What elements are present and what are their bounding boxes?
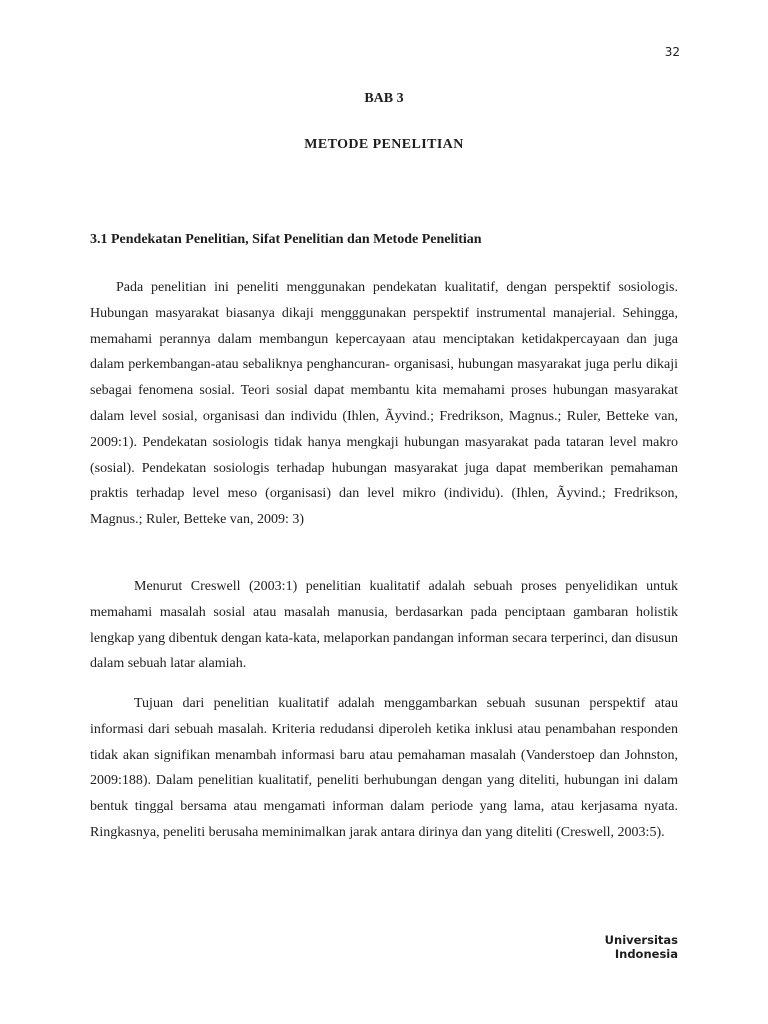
paragraph-2: Menurut Creswell (2003:1) penelitian kualitatif adalah sebuah proses penyelidikan untuk memahami masalah sosial atau masalah manusia, berdasarkan pada penciptaan gambaran holistik lengkap yang dibentuk dengan kata-kata, melaporkan pandangan informan secara terperinci, dan disusun dalam sebuah latar alamiah. [90,579,678,672]
section-heading: 3.1 Pendekatan Penelitian, Sifat Penelitian dan Metode Penelitian [90,232,482,247]
chapter-title: METODE PENELITIAN [304,137,464,152]
footer-institution: Universitas Indonesia [604,933,678,961]
paragraph-1: Pada penelitian ini peneliti menggunakan pendekatan kualitatif, dengan perspektif sosiologis. Hubungan masyarakat biasanya dikaji mengggunakan perspektif instrumental manajerial. Sehingga, memahami perannya dalam membangun kepercayaan atau menciptakan ketidakpercayaan dan juga dalam perkembangan-atau sebaliknya penghancuran- organisasi, hubungan masyarakat juga perlu dikaji sebagai fenomena sosial. Teori sosial dapat membantu kita memahami proses hubungan masyarakat dalam level sosial, organisasi dan individu (Ihlen, Ãyvind.; Fredrikson, Magnus.; Ruler, Betteke van, 2009:1). Pendekatan sosiologis tidak hanya mengkaji hubungan masyarakat pada tataran level makro (sosial). Pendekatan sosiologis terhadap hubungan masyarakat juga dapat memberikan pemahaman praktis terhadap level meso (organisasi) dan level mikro (individu). (Ihlen, Ãyvind.; Fredrikson, Magnus.; Ruler, Betteke van, 2009: 3) [90,280,678,528]
page-number: 32 [664,45,680,59]
paragraph-3: Tujuan dari penelitian kualitatif adalah menggambarkan sebuah susunan perspektif atau informasi dari sebuah masalah. Kriteria redudansi diperoleh ketika inklusi atau penambahan responden tidak akan signifikan menambah informasi baru atau pemahaman masalah (Vanderstoep dan Johnston, 2009:188). Dalam penelitian kualitatif, peneliti berhubungan dengan yang diteliti, hubungan ini dalam bentuk tinggal bersama atau mengamati informan dalam periode yang lama, atau kerjasama nyata. Ringkasnya, peneliti berusaha meminimalkan jarak antara dirinya dan yang diteliti (Creswell, 2003:5). [90,696,678,840]
chapter-label: BAB 3 [364,91,404,106]
